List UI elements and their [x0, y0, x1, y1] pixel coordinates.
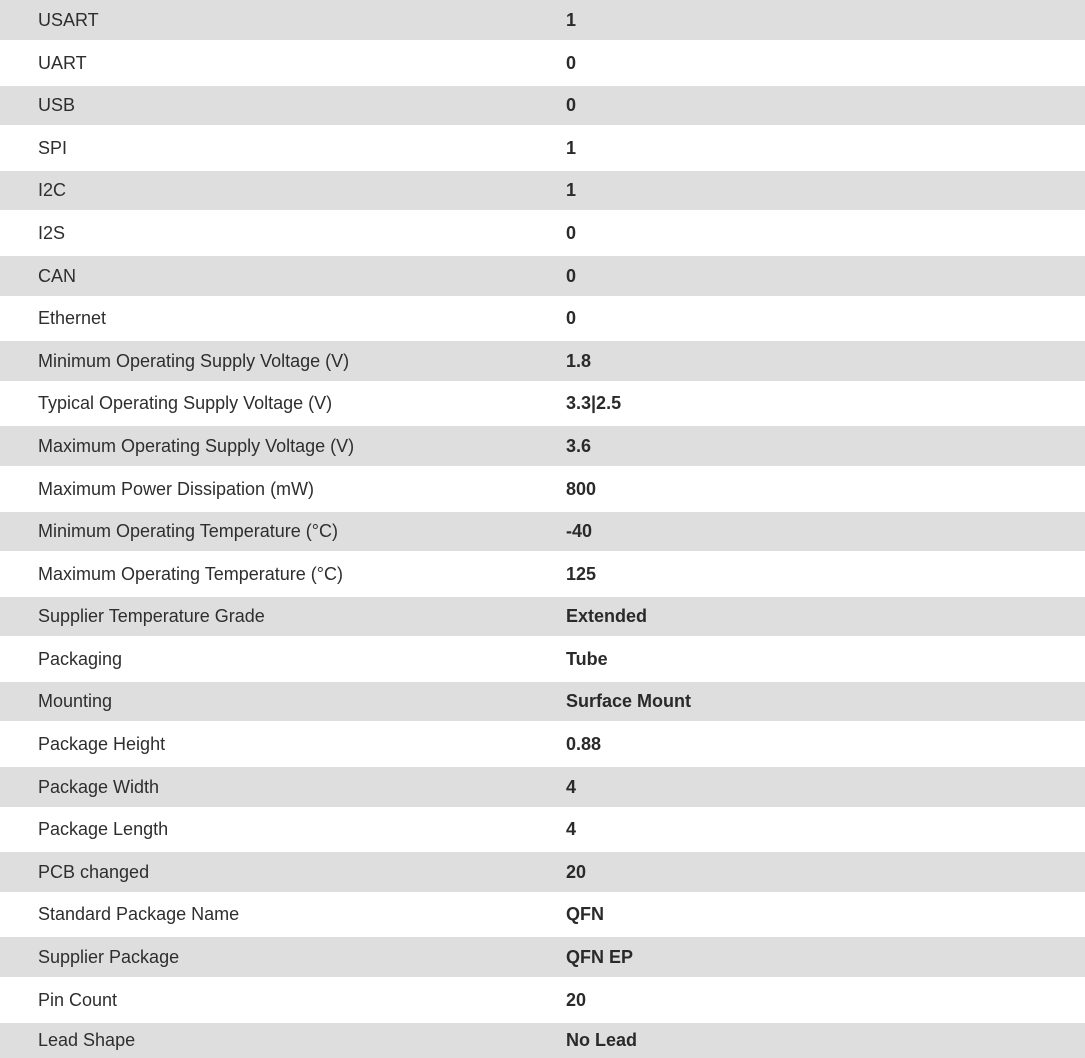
spec-label: Ethernet: [38, 308, 107, 328]
table-row: [0, 256, 1085, 296]
spec-value: 800: [566, 478, 597, 499]
table-row: [0, 1023, 1085, 1058]
table-row: [0, 682, 1085, 721]
table-row: [0, 0, 1085, 40]
spec-label: Maximum Power Dissipation (mW): [38, 478, 315, 499]
spec-value: 0: [566, 95, 577, 115]
table-row: [0, 937, 1085, 977]
spec-value: 1: [566, 180, 577, 200]
spec-value: QFN: [566, 904, 604, 924]
table-row: [0, 466, 1085, 512]
spec-value: 0: [566, 222, 577, 243]
spec-label: PCB changed: [38, 861, 150, 882]
spec-value: 20: [566, 989, 587, 1010]
spec-label: USB: [38, 95, 76, 115]
spec-label: Pin Count: [38, 989, 118, 1010]
table-row: [0, 171, 1085, 210]
table-row: [0, 767, 1085, 807]
spec-value: QFN EP: [566, 946, 634, 967]
spec-value: 0: [566, 308, 577, 328]
spec-value: Surface Mount: [566, 691, 692, 711]
spec-label: Supplier Package: [38, 946, 180, 967]
spec-value: -40: [566, 521, 593, 541]
spec-value: 1: [566, 137, 577, 158]
spec-value: 0: [566, 52, 577, 73]
spec-value: 3.6: [566, 435, 592, 456]
table-row: [0, 125, 1085, 171]
spec-value: 4: [566, 776, 577, 797]
spec-label: Maximum Operating Temperature (°C): [38, 563, 343, 584]
spec-label: Maximum Operating Supply Voltage (V): [38, 435, 355, 456]
spec-label: Package Width: [38, 776, 160, 797]
spec-label: Package Length: [38, 819, 169, 839]
spec-label: Minimum Operating Supply Voltage (V): [38, 350, 350, 371]
table-row: [0, 977, 1085, 1023]
spec-label: Minimum Operating Temperature (°C): [38, 521, 338, 541]
spec-label: I2C: [38, 180, 67, 200]
table-row: [0, 86, 1085, 125]
table-row: [0, 597, 1085, 636]
spec-label: USART: [38, 9, 99, 30]
table-row: [0, 636, 1085, 682]
table-row: [0, 807, 1085, 852]
table-row: [0, 551, 1085, 597]
spec-value: Extended: [566, 606, 648, 626]
table-row: [0, 210, 1085, 256]
spec-value: 4: [566, 819, 577, 839]
table-row: [0, 852, 1085, 892]
table-row: [0, 381, 1085, 426]
table-row: [0, 721, 1085, 767]
spec-value: 1.8: [566, 350, 592, 371]
spec-value: Tube: [566, 648, 608, 669]
spec-value: No Lead: [566, 1030, 638, 1050]
spec-value: 0.88: [566, 733, 602, 754]
spec-label: Packaging: [38, 648, 123, 669]
spec-label: Supplier Temperature Grade: [38, 606, 265, 626]
spec-value: 0: [566, 265, 577, 286]
table-row: [0, 296, 1085, 341]
spec-label: CAN: [38, 265, 77, 286]
table-row: [0, 426, 1085, 466]
spec-label: Mounting: [38, 691, 113, 711]
spec-value: 1: [566, 9, 577, 30]
table-row: [0, 892, 1085, 937]
spec-label: SPI: [38, 137, 68, 158]
spec-label: Standard Package Name: [38, 904, 240, 924]
spec-label: Typical Operating Supply Voltage (V): [38, 393, 333, 413]
table-row: [0, 40, 1085, 86]
spec-value: 3.3|2.5: [566, 393, 622, 413]
spec-label: UART: [38, 52, 87, 73]
table-row: [0, 341, 1085, 381]
spec-value: 20: [566, 861, 587, 882]
spec-value: 125: [566, 563, 597, 584]
spec-label: Lead Shape: [38, 1030, 136, 1050]
spec-label: Package Height: [38, 733, 166, 754]
spec-label: I2S: [38, 222, 66, 243]
table-row: [0, 512, 1085, 551]
